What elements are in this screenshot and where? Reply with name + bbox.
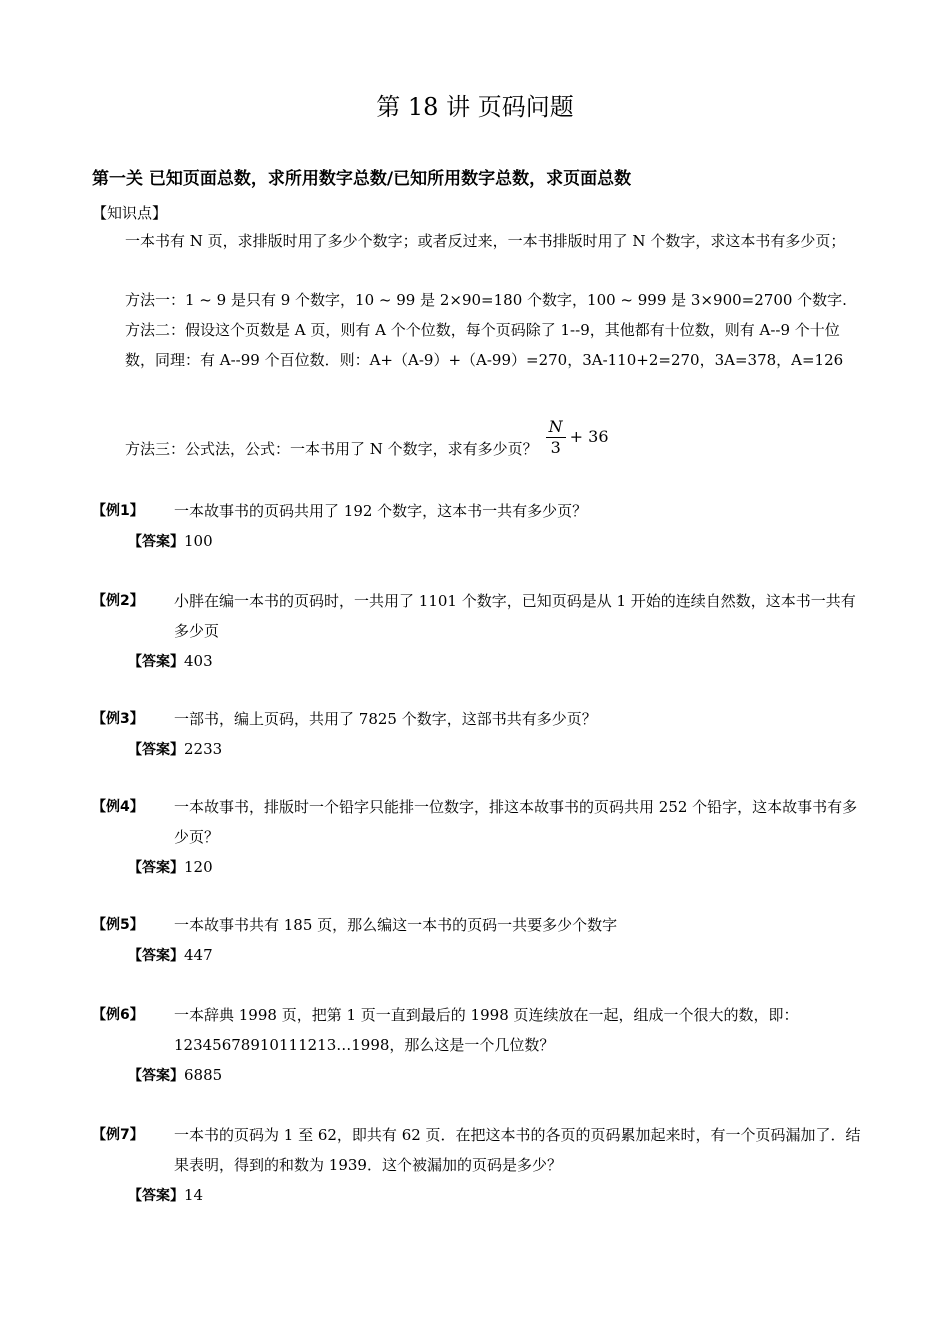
example-2 <box>92 586 862 677</box>
example-4 <box>92 792 862 883</box>
example-question: 一本故事书的页码共用了 192 个数字，这本书一共有多少页？ <box>174 502 588 520</box>
answer-tag: 【答案】 <box>128 534 184 550</box>
answer-value: 14 <box>184 1186 204 1204</box>
answer-value: 403 <box>184 652 213 670</box>
answer-value: 100 <box>184 532 213 550</box>
example-question: 小胖在编一本书的页码时，一共用了 1101 个数字，已知页码是从 1 开始的连续自然数，这本书一共有多少页 <box>174 592 856 640</box>
example-question: 一部书，编上页码，共用了 7825 个数字，这部书共有多少页？ <box>174 710 597 728</box>
answer-tag: 【答案】 <box>128 1068 184 1084</box>
example-question: 一本故事书，排版时一个铅字只能排一位数字，排这本故事书的页码共用 252 个铅字，这本故事书有多少页？ <box>174 798 858 846</box>
example-label: 【例5】 <box>92 917 144 933</box>
example-answer <box>92 734 862 765</box>
page-title: 第 18 讲 页码问题 <box>376 93 574 121</box>
method3-text: 方法三：公式法，公式：一本书用了 N 个数字，求有多少页？ <box>125 440 538 458</box>
example-question: 一本故事书共有 185 页，那么编这一本书的页码一共要多少个数字 <box>174 916 618 934</box>
example-label: 【例6】 <box>92 1007 144 1023</box>
method1-text: 方法一：1 ~ 9 是只有 9 个数字，10 ~ 99 是 2×90=180 个数字，100 ~ 999 是 3×900=2700 个数字. <box>125 291 847 309</box>
formula-rest: + 36 <box>569 427 609 446</box>
example-5 <box>92 910 862 971</box>
example-label: 【例2】 <box>92 593 144 609</box>
knowledge-tag: 【知识点】 <box>92 204 168 222</box>
example-answer <box>92 1180 862 1211</box>
example-1 <box>92 496 862 557</box>
answer-tag: 【答案】 <box>128 1188 184 1204</box>
answer-tag: 【答案】 <box>128 654 184 670</box>
method2-text: 方法二：假设这个页数是 A 页，则有 A 个个位数，每个页码除了 1--9，其他都有十位数，则有 A--9 个十位数，同理：有 A--99 个百位数．则：A+（A-9）+（A-99）=270，3A-110+2=270，3A=378，A=126 <box>125 321 844 369</box>
example-6 <box>92 1000 862 1091</box>
example-answer <box>92 940 862 971</box>
answer-value: 120 <box>184 858 213 876</box>
knowledge-method2 <box>125 315 865 375</box>
section-heading: 第一关 已知页面总数，求所用数字总数/已知所用数字总数，求页面总数 <box>92 169 632 189</box>
formula-denominator: 3 <box>550 437 561 457</box>
answer-tag: 【答案】 <box>128 948 184 964</box>
example-3 <box>92 704 862 765</box>
answer-value: 2233 <box>184 740 223 758</box>
formula-numerator: N <box>546 417 566 438</box>
example-answer <box>92 646 862 677</box>
example-label: 【例1】 <box>92 503 144 519</box>
answer-tag: 【答案】 <box>128 860 184 876</box>
example-question: 一本书的页码为 1 至 62，即共有 62 页．在把这本书的各页的页码累加起来时，有一个页码漏加了．结果表明，得到的和数为 1939．这个被漏加的页码是多少？ <box>174 1126 861 1174</box>
answer-value: 447 <box>184 946 213 964</box>
knowledge-intro <box>125 226 865 256</box>
answer-tag: 【答案】 <box>128 742 184 758</box>
knowledge-intro-text: 一本书有 N 页，求排版时用了多少个数字；或者反过来，一本书排版时用了 N 个数字，求这本书有多少页； <box>125 232 846 250</box>
example-answer <box>92 1060 862 1091</box>
example-answer <box>92 526 862 557</box>
formula <box>546 417 609 458</box>
example-answer <box>92 852 862 883</box>
knowledge-method1 <box>125 285 865 315</box>
example-question: 一本辞典 1998 页，把第 1 页一直到最后的 1998 页连续放在一起，组成一个很大的数，即：12345678910111213…1998，那么这是一个几位数？ <box>174 1006 799 1054</box>
example-label: 【例3】 <box>92 711 144 727</box>
answer-value: 6885 <box>184 1066 223 1084</box>
example-label: 【例7】 <box>92 1127 144 1143</box>
example-7 <box>92 1120 862 1211</box>
knowledge-method3 <box>125 410 865 464</box>
example-label: 【例4】 <box>92 799 144 815</box>
